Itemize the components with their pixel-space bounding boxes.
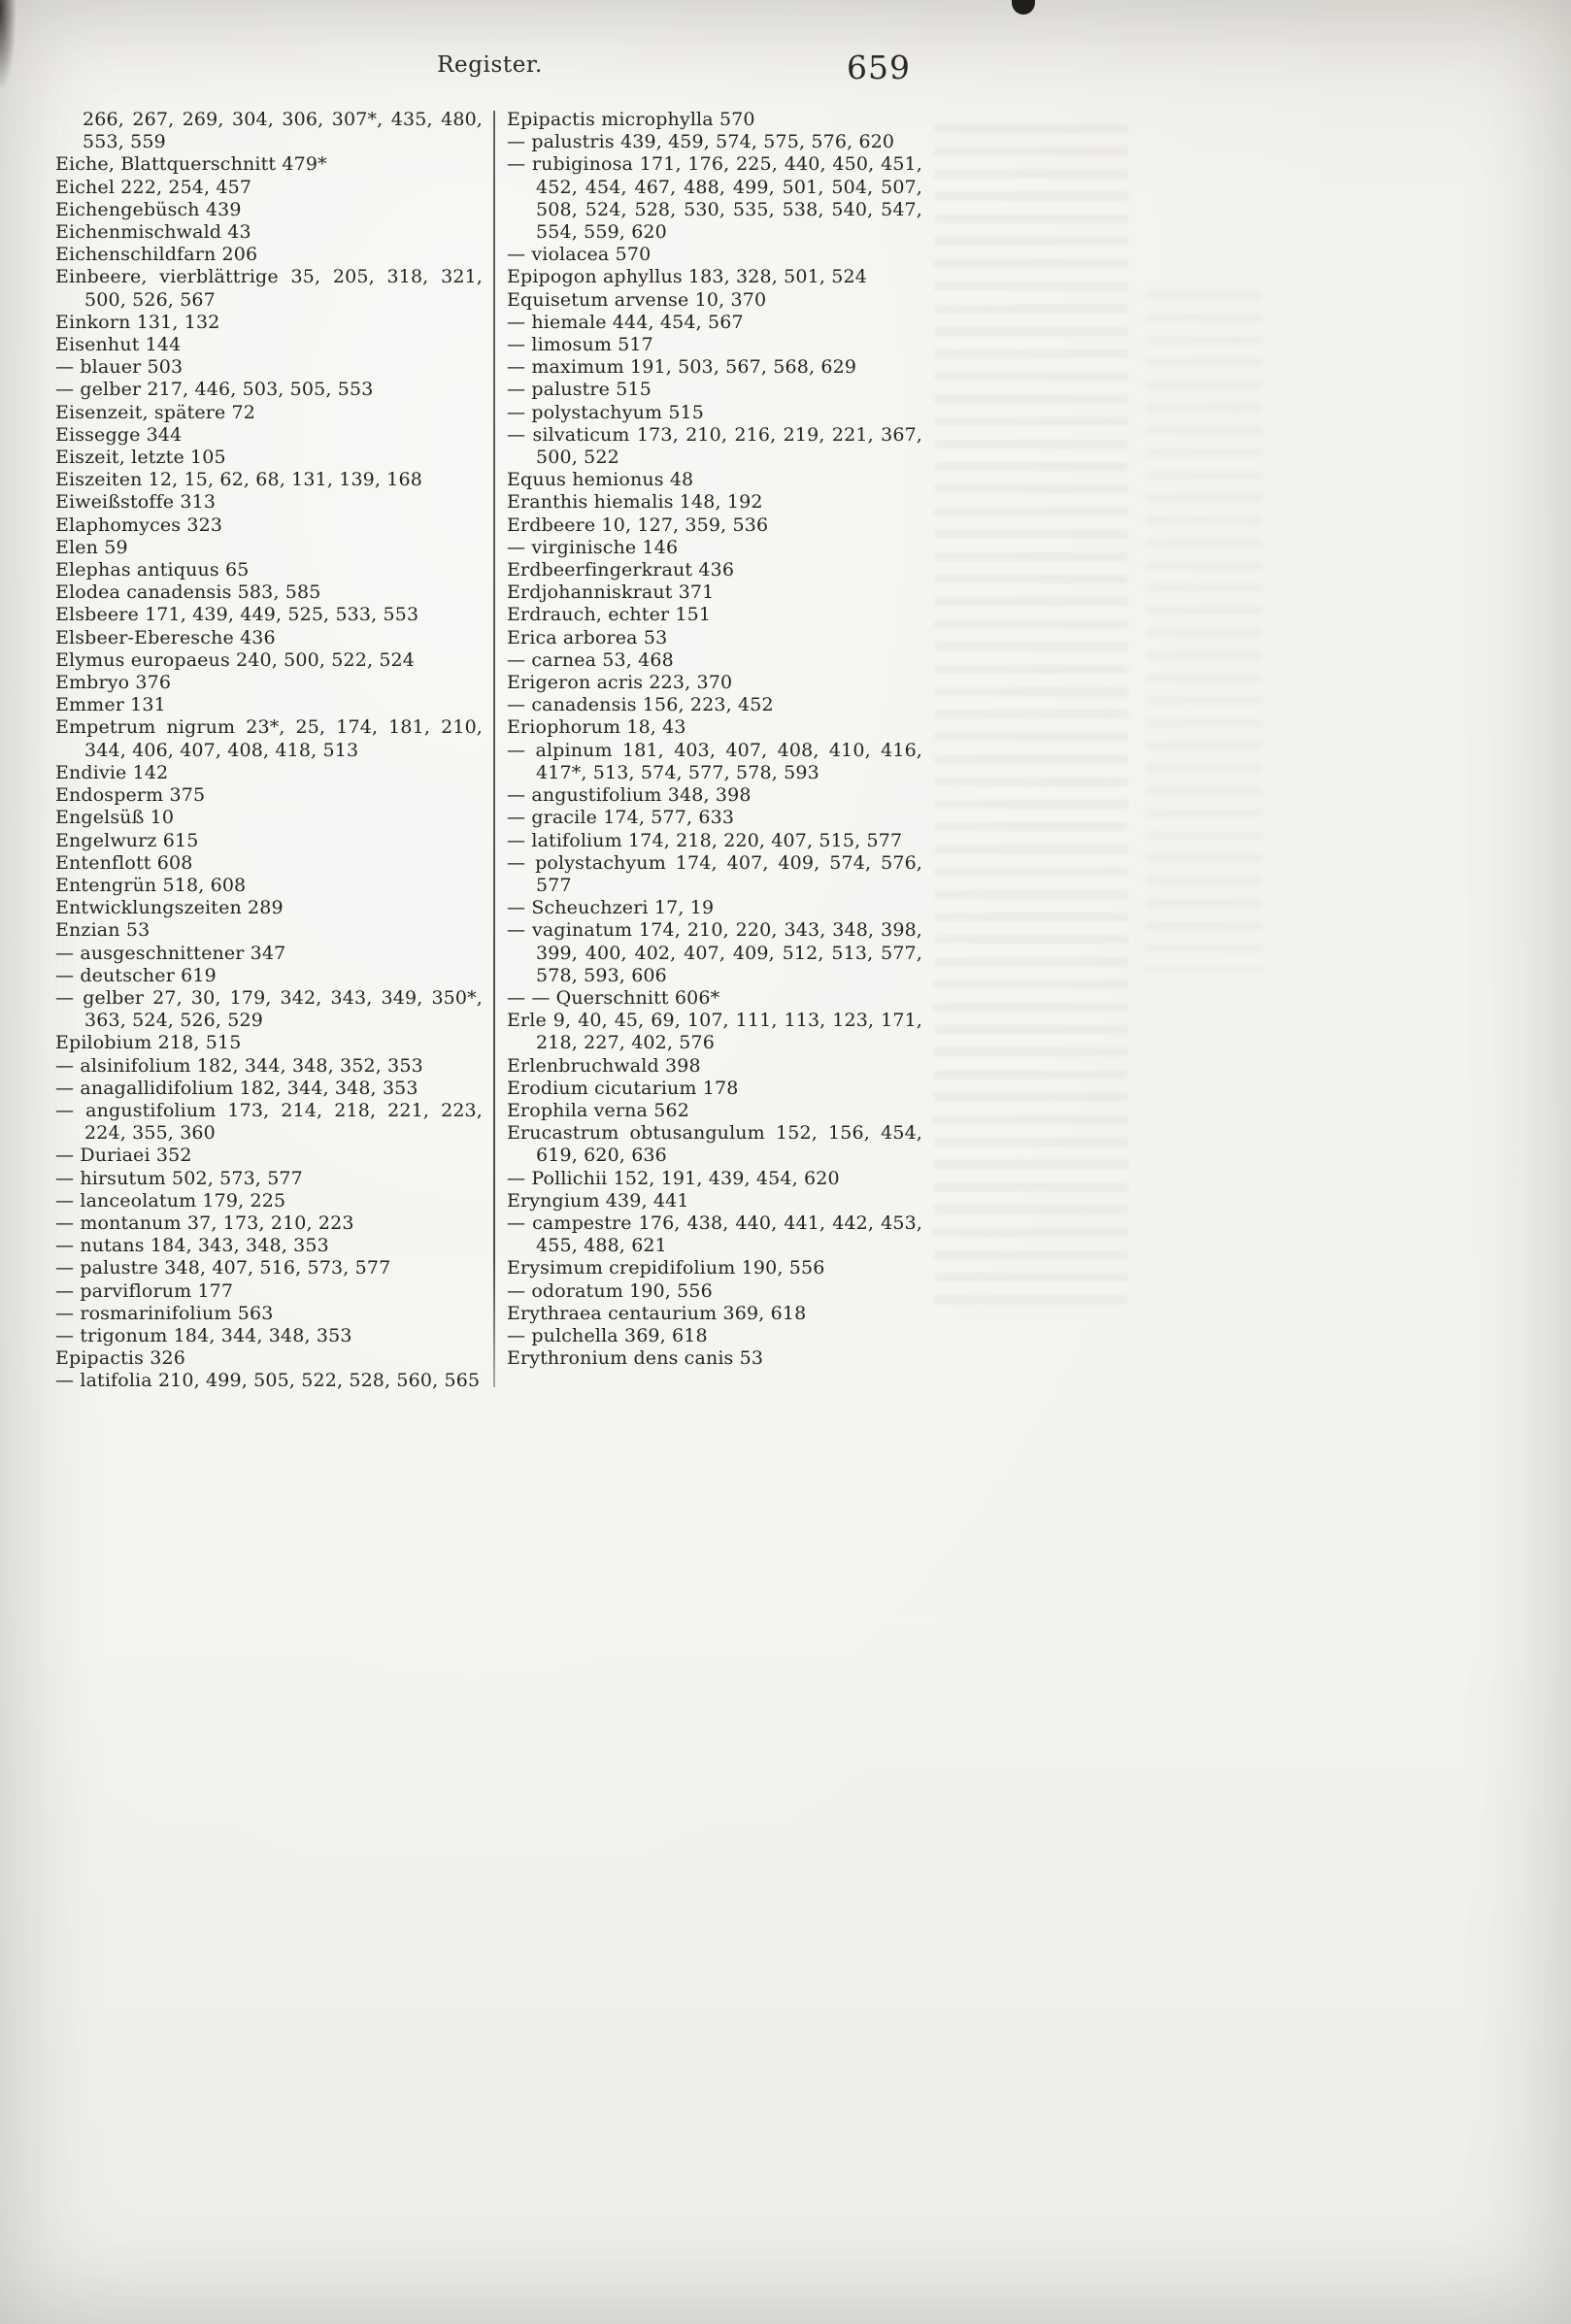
index-entry: — — Querschnitt 606* xyxy=(507,986,720,1009)
index-entry: Eichel 222, 254, 457 xyxy=(55,176,252,198)
index-entry: — Duriaei 352 xyxy=(55,1145,192,1167)
index-entry: Eriophorum 18, 43 xyxy=(507,716,686,739)
index-entry: — canadensis 156, 223, 452 xyxy=(507,694,774,716)
index-entry: Eiszeiten 12, 15, 62, 68, 131, 139, 168 xyxy=(55,469,423,491)
index-entry: Erysimum crepidifolium 190, 556 xyxy=(507,1257,825,1279)
index-entry: Eryngium 439, 441 xyxy=(507,1189,689,1212)
running-title: Register. xyxy=(437,52,543,78)
index-entry: Emmer 131 xyxy=(55,694,166,716)
index-entry: Elsbeer-Eberesche 436 xyxy=(55,626,276,648)
index-entry: — lanceolatum 179, 225 xyxy=(55,1189,286,1212)
index-entry: Endivie 142 xyxy=(55,761,169,783)
index-entry: Endosperm 375 xyxy=(55,784,206,807)
index-entry: Empetrum nigrum 23*, 25, 174, 181, 210, 344, 406, 407, 408, 418, 513 xyxy=(55,716,483,761)
index-entry: Entwicklungszeiten 289 xyxy=(55,897,284,919)
index-entry: — rosmarinifolium 563 xyxy=(55,1302,274,1324)
index-entry: — palustre 348, 407, 516, 573, 577 xyxy=(55,1257,391,1279)
index-entry: Erdbeerfingerkraut 436 xyxy=(507,559,735,581)
index-entry: Erdjohanniskraut 371 xyxy=(507,581,715,604)
index-entry: Engelsüß 10 xyxy=(55,807,175,829)
index-entry: — Pollichii 152, 191, 439, 454, 620 xyxy=(507,1167,840,1189)
index-entry: Equus hemionus 48 xyxy=(507,469,694,491)
index-entry: Elodea canadensis 583, 585 xyxy=(55,581,321,604)
index-entry: Eissegge 344 xyxy=(55,423,183,446)
index-entry: — rubiginosa 171, 176, 225, 440, 450, 451, 452, 454, 467, 488, 499, 501, 504, 507, 508, 524, 528, 530, 535, 538, 540, 547, 554, 559, 620 xyxy=(507,153,922,244)
index-columns xyxy=(55,109,924,1393)
index-entry: — polystachyum 515 xyxy=(507,401,705,423)
index-entry: Elymus europaeus 240, 500, 522, 524 xyxy=(55,648,416,671)
index-entry: Eiszeit, letzte 105 xyxy=(55,447,226,469)
index-entry: Erythronium dens canis 53 xyxy=(507,1347,764,1370)
index-entry: — hirsutum 502, 573, 577 xyxy=(55,1167,303,1189)
index-entry: — gelber 217, 446, 503, 505, 553 xyxy=(55,379,374,401)
index-entry: — trigonum 184, 344, 348, 353 xyxy=(55,1324,352,1346)
index-entry: Erle 9, 40, 45, 69, 107, 111, 113, 123, 171, 218, 227, 402, 576 xyxy=(507,1010,922,1054)
index-entry: Epipogon aphyllus 183, 328, 501, 524 xyxy=(507,266,867,288)
index-entry: Embryo 376 xyxy=(55,672,172,694)
index-entry: Eichengebüsch 439 xyxy=(55,198,242,220)
index-entry: Eisenhut 144 xyxy=(55,334,182,356)
column-divider xyxy=(493,111,495,1387)
index-entry: Elaphomyces 323 xyxy=(55,514,223,536)
index-entry: — odoratum 190, 556 xyxy=(507,1279,713,1302)
index-entry: — angustifolium 173, 214, 218, 221, 223, 224, 355, 360 xyxy=(55,1099,483,1145)
index-entry: 266, 267, 269, 304, 306, 307*, 435, 480, 553, 559 xyxy=(83,109,483,153)
index-entry: — ausgeschnittener 347 xyxy=(55,942,286,964)
index-entry: — angustifolium 348, 398 xyxy=(507,784,752,807)
index-entry: Eichenschildfarn 206 xyxy=(55,244,258,266)
bleedthrough-text-artifact xyxy=(1146,291,1262,971)
index-entry: Epipactis microphylla 570 xyxy=(507,109,755,130)
page-header xyxy=(55,43,924,109)
index-entry: Erigeron acris 223, 370 xyxy=(507,672,733,694)
index-entry: Erlenbruchwald 398 xyxy=(507,1054,701,1077)
index-entry: Eranthis hiemalis 148, 192 xyxy=(507,491,763,514)
scan-speck-artifact xyxy=(1012,0,1035,15)
index-entry: — palustris 439, 459, 574, 575, 576, 620 xyxy=(507,131,895,153)
page-number: 659 xyxy=(847,49,911,86)
index-entry: — hiemale 444, 454, 567 xyxy=(507,311,744,333)
index-entry: Erophila verna 562 xyxy=(507,1099,689,1121)
index-entry: Epilobium 218, 515 xyxy=(55,1032,242,1054)
index-entry: — alsinifolium 182, 344, 348, 352, 353 xyxy=(55,1054,423,1077)
index-entry: — latifolia 210, 499, 505, 522, 528, 560, 565 xyxy=(55,1370,481,1392)
index-entry: Erucastrum obtusangulum 152, 156, 454, 619, 620, 636 xyxy=(507,1122,922,1167)
index-entry: — pulchella 369, 618 xyxy=(507,1324,708,1346)
index-entry: Einbeere, vierblättrige 35, 205, 318, 321, 500, 526, 567 xyxy=(55,266,483,311)
index-entry: Elsbeere 171, 439, 449, 525, 533, 553 xyxy=(55,604,419,626)
index-column-right xyxy=(507,109,922,1393)
index-entry: — violacea 570 xyxy=(507,244,652,266)
bleedthrough-text-artifact xyxy=(934,124,1128,1318)
index-entry: — alpinum 181, 403, 407, 408, 410, 416, 417*, 513, 574, 577, 578, 593 xyxy=(507,739,922,783)
index-entry: Entenflott 608 xyxy=(55,851,193,874)
index-entry: Engelwurz 615 xyxy=(55,829,199,851)
index-entry: — deutscher 619 xyxy=(55,964,217,986)
index-entry: Erdrauch, echter 151 xyxy=(507,604,712,626)
index-entry: — limosum 517 xyxy=(507,334,653,356)
index-entry: — campestre 176, 438, 440, 441, 442, 453, 455, 488, 621 xyxy=(507,1212,922,1257)
index-entry: — gelber 27, 30, 179, 342, 343, 349, 350*, 363, 524, 526, 529 xyxy=(55,986,483,1032)
index-entry: Elen 59 xyxy=(55,536,128,558)
index-entry: Eichenmischwald 43 xyxy=(55,221,251,244)
index-entry: Eiweißstoffe 313 xyxy=(55,491,217,514)
index-entry: — anagallidifolium 182, 344, 348, 353 xyxy=(55,1077,418,1099)
printed-page-area xyxy=(55,43,924,1393)
index-entry: Equisetum arvense 10, 370 xyxy=(507,288,767,311)
index-entry: — carnea 53, 468 xyxy=(507,648,674,671)
index-entry: — vaginatum 174, 210, 220, 343, 348, 398, 399, 400, 402, 407, 409, 512, 513, 577, 578, 593, 606 xyxy=(507,919,922,986)
index-entry: Entengrün 518, 608 xyxy=(55,874,247,896)
index-entry: — gracile 174, 577, 633 xyxy=(507,807,735,829)
index-entry: — parviflorum 177 xyxy=(55,1279,234,1302)
index-entry: Eiche, Blattquerschnitt 479* xyxy=(55,153,327,176)
index-entry: Enzian 53 xyxy=(55,919,150,942)
index-entry: Erdbeere 10, 127, 359, 536 xyxy=(507,514,769,536)
scan-smudge-artifact xyxy=(0,0,16,87)
index-entry: Erica arborea 53 xyxy=(507,626,668,648)
index-entry: — maximum 191, 503, 567, 568, 629 xyxy=(507,356,857,379)
index-column-left xyxy=(55,109,483,1393)
index-entry: — polystachyum 174, 407, 409, 574, 576, 577 xyxy=(507,851,922,896)
index-entry: Erythraea centaurium 369, 618 xyxy=(507,1302,807,1324)
index-entry: — nutans 184, 343, 348, 353 xyxy=(55,1235,329,1257)
index-entry: Elephas antiquus 65 xyxy=(55,559,250,581)
index-entry: — blauer 503 xyxy=(55,356,184,379)
index-entry: Einkorn 131, 132 xyxy=(55,311,220,333)
index-entry: Eisenzeit, spätere 72 xyxy=(55,401,256,423)
index-entry: — palustre 515 xyxy=(507,379,652,401)
index-entry: Erodium cicutarium 178 xyxy=(507,1077,739,1099)
index-entry: — virginische 146 xyxy=(507,536,679,558)
index-entry: — montanum 37, 173, 210, 223 xyxy=(55,1212,354,1234)
index-entry: — silvaticum 173, 210, 216, 219, 221, 367, 500, 522 xyxy=(507,423,922,469)
index-entry: — Scheuchzeri 17, 19 xyxy=(507,897,715,919)
index-entry: Epipactis 326 xyxy=(55,1347,185,1370)
index-entry: — latifolium 174, 218, 220, 407, 515, 577 xyxy=(507,829,903,851)
